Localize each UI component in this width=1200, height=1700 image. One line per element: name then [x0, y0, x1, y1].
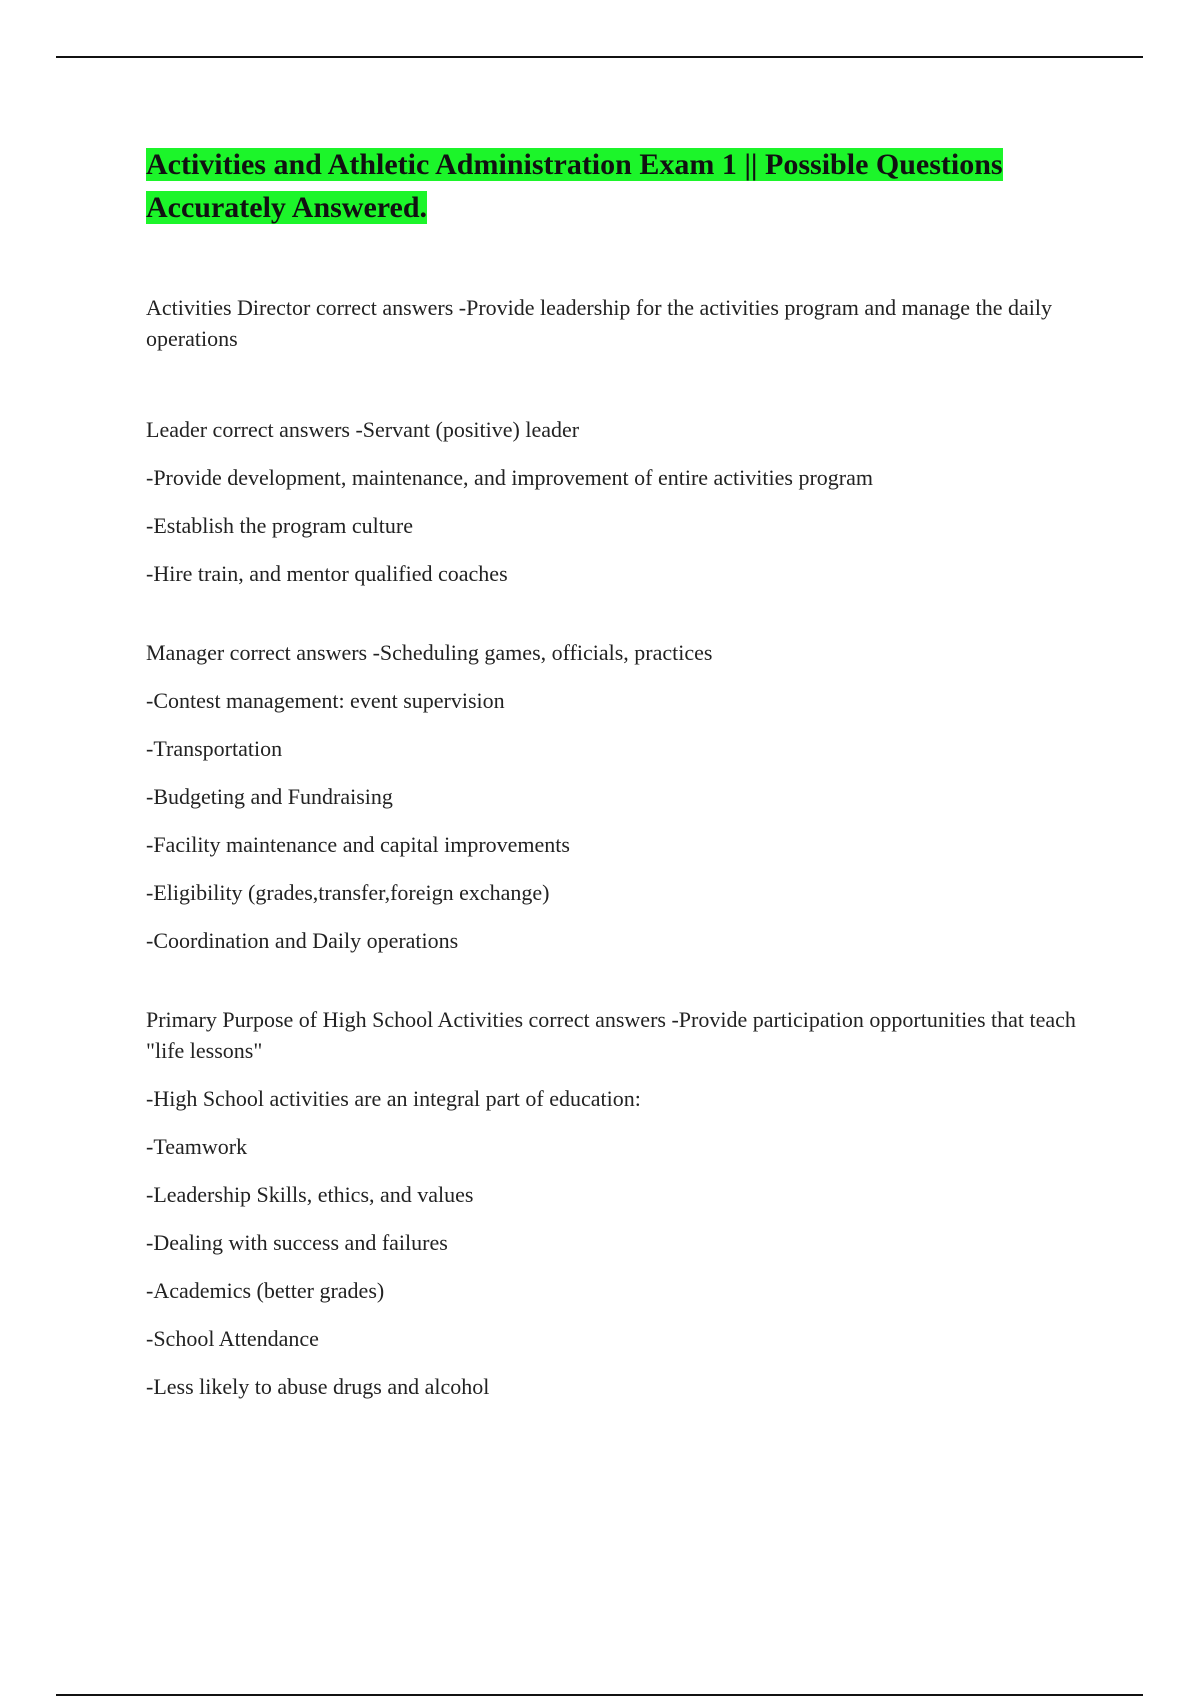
list-item: -Establish the program culture — [146, 513, 413, 538]
list-item: -Transportation — [146, 736, 283, 761]
list-item: -Eligibility (grades,transfer,foreign exchange) — [146, 880, 550, 905]
list-item: -School Attendance — [146, 1326, 319, 1351]
list-item: -High School activities are an integral part of education: — [146, 1086, 641, 1111]
qa-leader: Leader correct answers -Servant (positive) leader — [146, 417, 580, 442]
qa-manager: Manager correct answers -Scheduling games, officials, practices — [146, 640, 713, 665]
list-item: -Leadership Skills, ethics, and values — [146, 1182, 474, 1207]
header-rule — [56, 56, 1143, 58]
document-body — [146, 143, 1096, 1419]
list-item: -Less likely to abuse drugs and alcohol — [146, 1374, 490, 1399]
list-item: -Provide development, maintenance, and improvement of entire activities program — [146, 465, 873, 490]
footer-rule — [56, 1694, 1143, 1696]
list-item: -Dealing with success and failures — [146, 1230, 448, 1255]
qa-activities-director: Activities Director correct answers -Provide leadership for the activities program and manage the daily operations — [146, 295, 1052, 351]
section-primary-purpose — [146, 1004, 1096, 1402]
section-activities-director — [146, 292, 1096, 354]
list-item: -Teamwork — [146, 1134, 248, 1159]
list-item: -Coordination and Daily operations — [146, 928, 459, 953]
list-item: -Facility maintenance and capital improvements — [146, 832, 570, 857]
list-item: -Academics (better grades) — [146, 1278, 385, 1303]
list-item: -Hire train, and mentor qualified coaches — [146, 561, 508, 586]
document-title — [146, 143, 1096, 229]
list-item: -Budgeting and Fundraising — [146, 784, 393, 809]
title-highlight: Activities and Athletic Administration Exam 1 || Possible Questions Accurately Answered. — [146, 148, 1003, 224]
list-item: -Contest management: event supervision — [146, 688, 505, 713]
qa-primary-purpose: Primary Purpose of High School Activities correct answers -Provide participation opportunities that teach "life lessons" — [146, 1007, 1076, 1063]
section-manager — [146, 637, 1096, 956]
section-leader — [146, 414, 1096, 589]
